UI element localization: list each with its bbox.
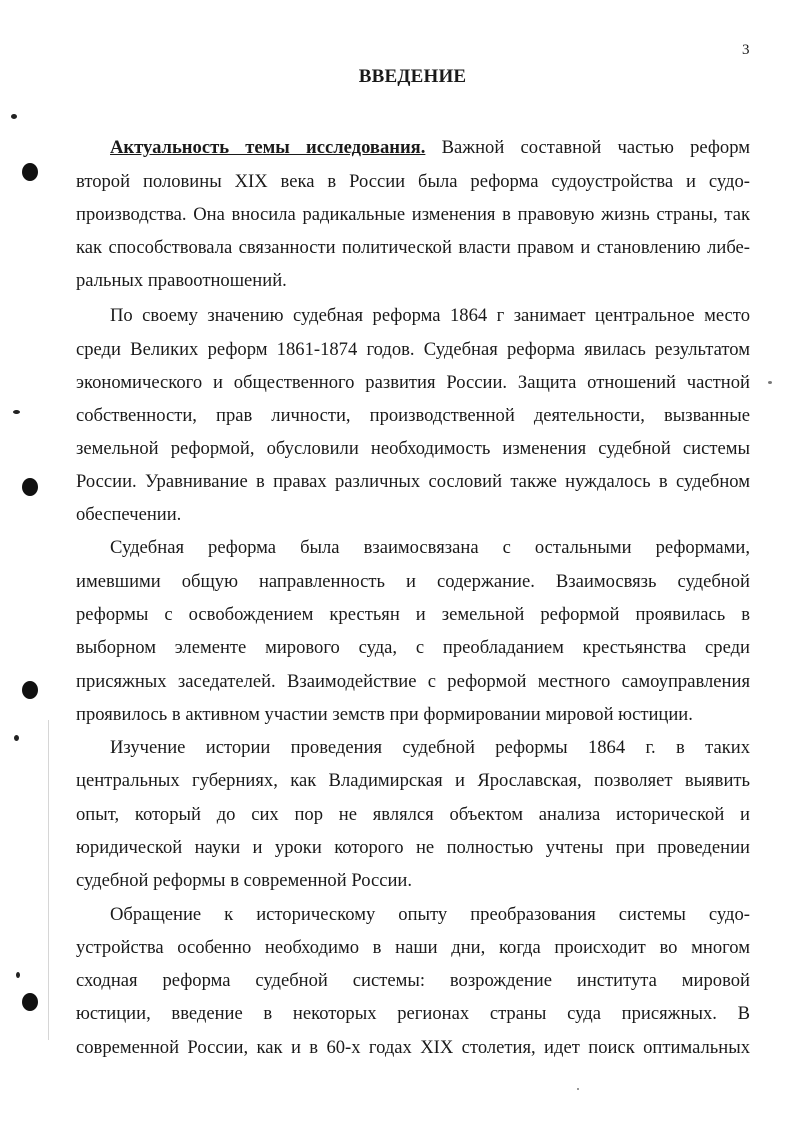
section-lead: Актуальность темы исследования. <box>110 137 426 158</box>
punch-hole-4 <box>22 993 38 1011</box>
paragraph-line: юридической науки и уроки которого не полностью учтены при проведении <box>76 837 750 858</box>
paragraph-line: собственности, прав личности, производственной деятельности, вызванные <box>76 405 750 426</box>
punch-hole-3 <box>22 681 38 699</box>
scan-speck <box>577 1088 579 1090</box>
scan-speck <box>768 381 772 384</box>
paragraph-line: судебной реформы в современной России. <box>76 870 413 891</box>
paragraph-line: обеспечении. <box>76 504 182 525</box>
scan-speck <box>13 410 20 414</box>
paragraph-line: экономического и общественного развития России. Защита отношений частной <box>76 372 750 393</box>
punch-hole-2 <box>22 478 38 496</box>
paragraph-line: производства. Она вносила радикальные изменения в правовую жизнь страны, так <box>76 204 750 225</box>
paragraph-line: как способствовала связанности политической власти правом и становлению либе- <box>76 237 750 258</box>
paragraph-line: устройства особенно необходимо в наши дни, когда происходит во многом <box>76 937 750 958</box>
paragraph-line: Судебная реформа была взаимосвязана с остальными реформами, <box>110 537 750 558</box>
punch-hole-1 <box>22 163 38 181</box>
page-number: 3 <box>742 42 750 58</box>
paragraph-line: По своему значению судебная реформа 1864 г занимает центральное место <box>110 305 750 326</box>
scan-speck <box>16 972 20 978</box>
paragraph-line: Изучение истории проведения судебной реформы 1864 г. в таких <box>110 737 750 758</box>
paragraph-line: Обращение к историческому опыту преобразования системы судо- <box>110 904 750 925</box>
paragraph-line: имевшими общую направленность и содержание. Взаимосвязь судебной <box>76 571 750 592</box>
paragraph-line: ральных правоотношений. <box>76 270 287 291</box>
paragraph-line: России. Уравнивание в правах различных сословий также нуждалось в судебном <box>76 471 750 492</box>
paragraph-line: юстиции, введение в некоторых регионах страны суда присяжных. В <box>76 1003 750 1024</box>
scan-edge-line <box>48 720 49 1040</box>
paragraph-line: среди Великих реформ 1861-1874 годов. Судебная реформа явилась результатом <box>76 339 750 360</box>
paragraph-line: присяжных заседателей. Взаимодействие с реформой местного самоуправления <box>76 671 750 692</box>
scan-speck <box>14 735 19 741</box>
paragraph-line: второй половины XIX века в России была реформа судоустройства и судо- <box>76 171 750 192</box>
paragraph-line: выборном элементе мирового суда, с преобладанием крестьянства среди <box>76 637 750 658</box>
page-title: ВВЕДЕНИЕ <box>358 66 467 87</box>
paragraph-line: проявилось в активном участии земств при формировании мировой юстиции. <box>76 704 693 725</box>
paragraph-line: реформы с освобождением крестьян и земельной реформой проявилась в <box>76 604 750 625</box>
paragraph-line: земельной реформой, обусловили необходимость изменения судебной системы <box>76 438 750 459</box>
scan-speck <box>11 114 17 119</box>
paragraph-line: центральных губерниях, как Владимирская и Ярославская, позволяет выявить <box>76 770 750 791</box>
paragraph-line <box>110 136 750 160</box>
paragraph-text: Важной составной частью реформ <box>441 137 750 158</box>
paragraph-line: сходная реформа судебной системы: возрождение института мировой <box>76 970 750 991</box>
paragraph-line: современной России, как и в 60-х годах XIX столетия, идет поиск оптимальных <box>76 1037 750 1058</box>
paragraph-line: опыт, который до сих пор не являлся объектом анализа исторической и <box>76 804 750 825</box>
